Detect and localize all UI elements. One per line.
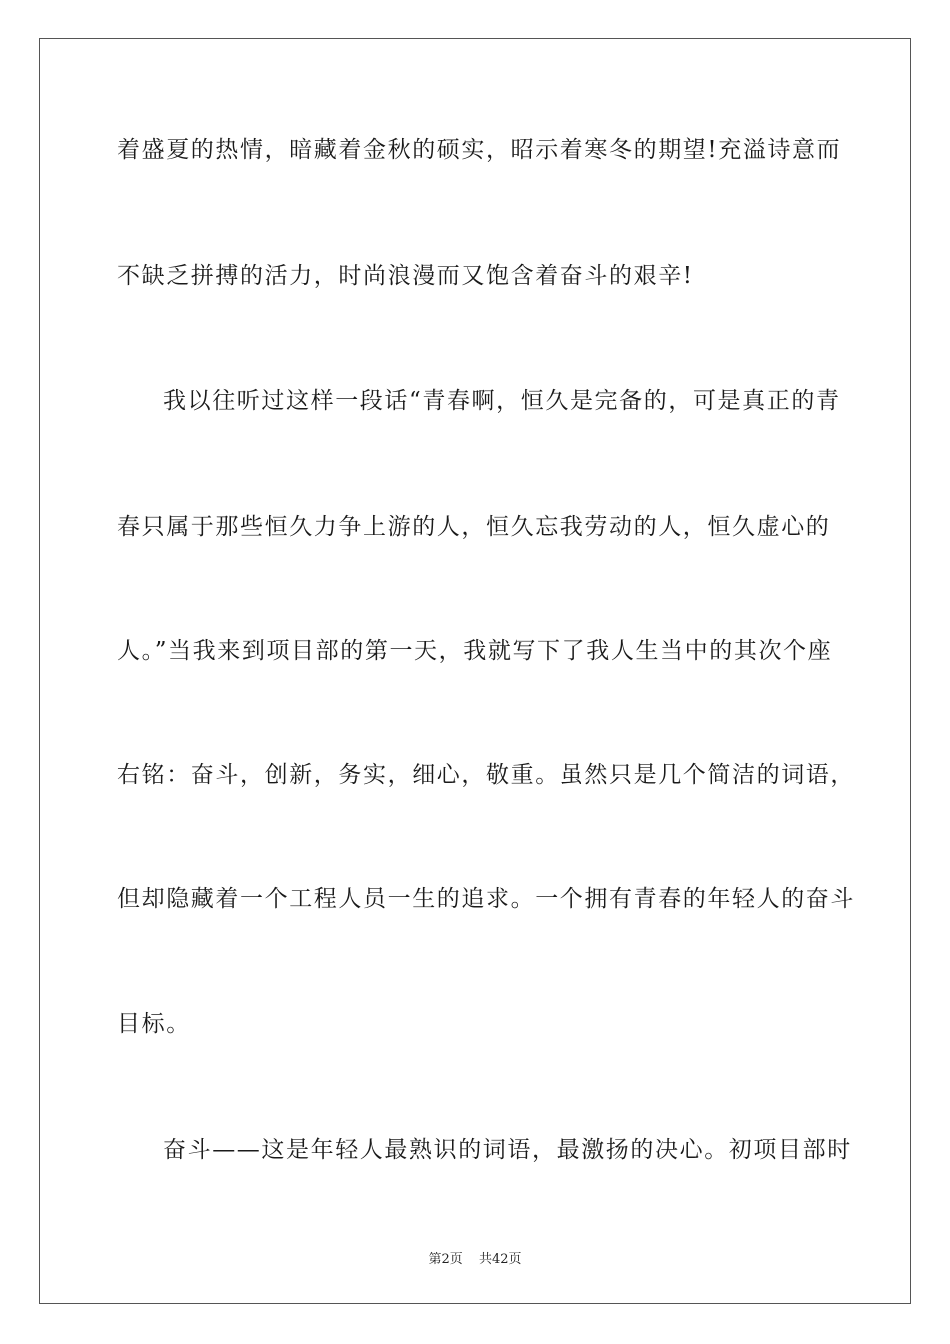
total-pages: 共42页 [478, 1252, 522, 1267]
text-line-8: 目标。 [117, 1011, 191, 1037]
text-line-1: 着盛夏的热情，暗藏着金秋的硕实，昭示着寒冬的期望!充溢诗意而 [117, 137, 842, 163]
text-line-6: 右铭：奋斗，创新，务实，细心，敬重。虽然只是几个简洁的词语， [117, 762, 855, 788]
page-number: 第2页 [428, 1252, 463, 1267]
text-line-2: 不缺乏拼搏的活力，时尚浪漫而又饱含着奋斗的艰辛! [117, 263, 694, 289]
page-border [39, 38, 911, 1304]
text-line-3: 我以往听过这样一段话“青春啊，恒久是完备的，可是真正的青 [163, 388, 841, 414]
text-line-7: 但却隐藏着一个工程人员一生的追求。一个拥有青春的年轻人的奋斗 [117, 886, 855, 912]
page-footer [0, 1248, 950, 1267]
text-line-5: 人。”当我来到项目部的第一天，我就写下了我人生当中的其次个座 [117, 638, 833, 664]
text-line-9: 奋斗——这是年轻人最熟识的词语，最激扬的决心。初项目部时 [163, 1137, 852, 1163]
text-line-4: 春只属于那些恒久力争上游的人，恒久忘我劳动的人，恒久虚心的 [117, 514, 831, 540]
